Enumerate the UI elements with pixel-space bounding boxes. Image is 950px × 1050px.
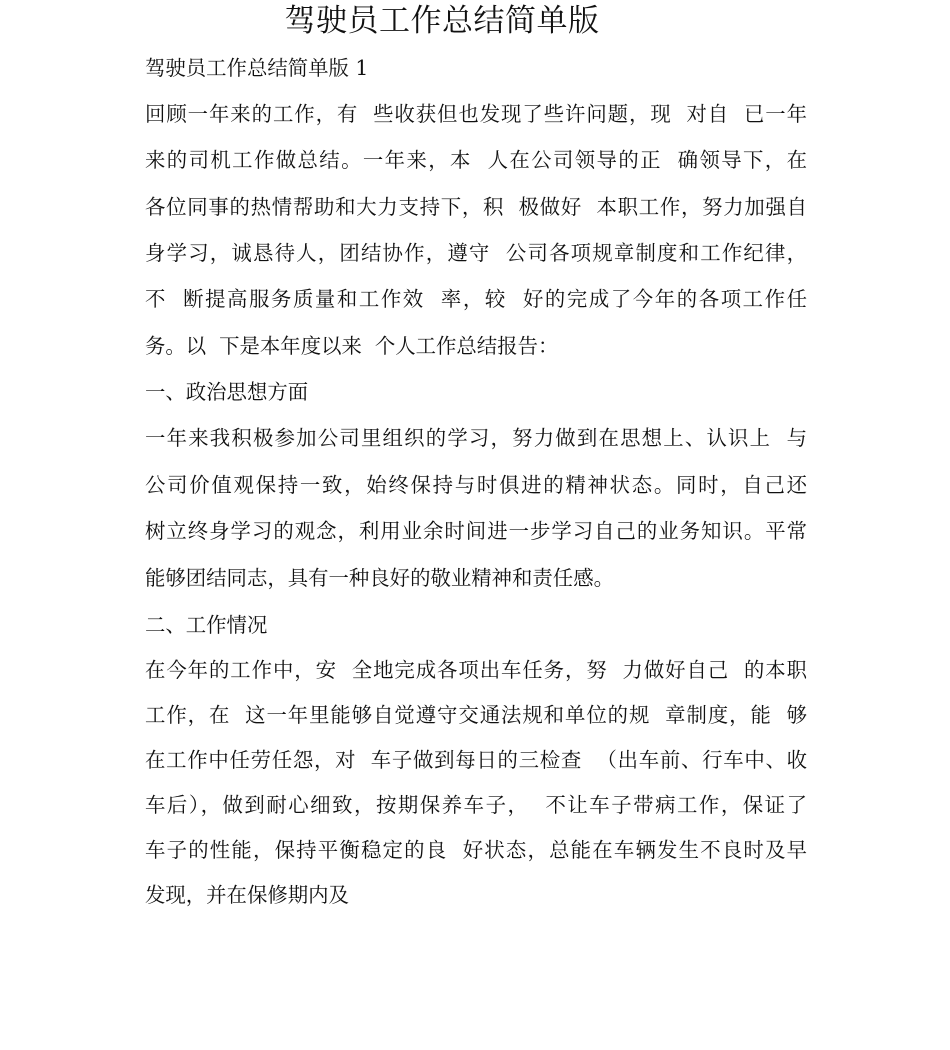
paragraph-1-line-3: 各位同事的热情帮助和大力支持下，积 极做好 本职工作，努力加强自 [145,195,807,219]
paragraph-3-line-3: 在工作中任劳任怨，对 车子做到每日的三检查 （出车前、行车中、收 [145,748,807,772]
document-title: 驾驶员工作总结简单版 [284,3,600,39]
paragraph-1-line-5: 不 断提高服务质量和工作效 率，较 好的完成了今年的各项工作任 [145,287,807,311]
section-heading-work: 二、工作情况 [145,613,268,637]
paragraph-1-line-6: 务。以 下是本年度以来 个人工作总结报告： [145,334,559,358]
paragraph-2-line-2: 公司价值观保持一致，始终保持与时俱进的精神状态。同时，自己还 [145,473,807,497]
paragraph-3-line-6: 发现，并在保修期内及 [145,883,349,907]
paragraph-1-line-1: 回顾一年来的工作，有 些收获但也发现了些许问题，现 对自 已一年 [145,102,807,126]
paragraph-1-line-4: 身学习，诚恳待人，团结协作，遵守 公司各项规章制度和工作纪律， [145,241,807,265]
paragraph-2-line-1: 一年来我积极参加公司里组织的学习，努力做到在思想上、认识上 与 [145,426,807,450]
paragraph-3-line-1: 在今年的工作中，安 全地完成各项出车任务，努 力做好自己 的本职 [145,658,807,682]
paragraph-1-line-2: 来的司机工作做总结。一年来，本 人在公司领导的正 确领导下，在 [145,148,807,172]
paragraph-3-line-5: 车子的性能，保持平衡稳定的良 好状态，总能在车辆发生不良时及早 [145,838,807,862]
section-heading-politics: 一、政治思想方面 [145,380,309,404]
paragraph-2-line-4: 能够团结同志，具有一种良好的敬业精神和责任感。 [145,566,614,590]
paragraph-3-line-4: 车后），做到耐心细致，按期保养车子， 不让车子带病工作，保证了 [145,793,807,817]
document-subtitle: 驾驶员工作总结简单版 1 [145,56,369,80]
paragraph-3-line-2: 工作，在 这一年里能够自觉遵守交通法规和单位的规 章制度，能 够 [145,703,807,727]
paragraph-2-line-3: 树立终身学习的观念，利用业余时间进一步学习自己的业务知识。平常 [145,519,807,543]
